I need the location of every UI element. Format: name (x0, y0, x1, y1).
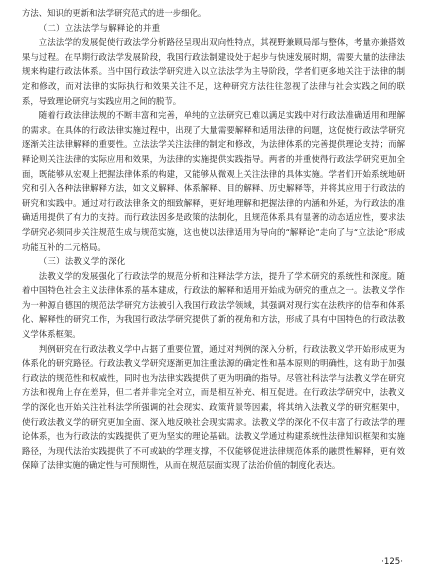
section-heading-3: （三）法教义学的深化 (38, 256, 126, 267)
page-number: ·125· (381, 557, 403, 567)
paragraph: 随着行政法律法规的不断丰富和完善，单纯的立法研究已难以满足实践中对行政法准确适用和理解的需求。在具体的行政法律实施过程中，出现了大量需要解释和适用法律的问题，这促使行政法学研究逐渐关注法律解释的重要性。立法法学关注法律的制定和修改，为法律体系的完善提供理论支持；而解释论则关注法律的实际应用和效果，为法律的实施提供实践指导。两者的并重使得行政法学研究更加全面，既能够从宏观上把握法律体系的构建，又能够从微观上关注法律的具体实施。学者们开始系统地研究和引入各种法律解释方法，如文义解释、体系解释、目的解释、历史解释等，并将其应用于行政法的研究和实践中。通过对行政法律条文的细致解释，更好地理解和把握法律的内涵和外延，为行政法的准确适用提供了有力的支持。而行政法因多是政策的法制化，且规范体系具有显著的动态适应性，要求法学研究必须同步关注规范生成与规范实施，这也使以法律适用为导向的“解释论”走向了与“立法论”形成功能互补的二元格局。 (22, 110, 405, 252)
paragraph: 立法法学的发展促使行政法学分析路径呈现出双向性特点，其视野兼顾局部与整体，考量亦兼搭效果与过程。在早期行政法学发展阶段，我国行政法制建设处于起步与快速发展时期，需要大量的法律法规来构建行政法体系。当中国行政法学研究进入以立法法学为主导阶段，学者们更多地关注于法律的制定和修改，而对法律的实际执行和效果关注不足，这种研究方法往往忽视了法律与社会实践之间的联系，导致理论研究与实践应用之间的脱节。 (22, 37, 405, 106)
paragraph-continuation: 方法、知识的更新和法学研究范式的进一步细化。 (22, 8, 207, 18)
section-heading-2: （二）立法法学与解释论的并重 (38, 22, 161, 33)
paragraph: 法教义学的发展强化了行政法学的规范分析和注释法学方法，提升了学术研究的系统性和深度。随着中国特色社会主义法律体系的基本建成，行政法的解释和适用开始成为研究的重点之一。法教义学作为一种源自德国的规范法学研究方法被引入我国行政法学领域，其强调对现行实在法秩序的信奉和体系化、解释性的研究工作，为我国行政法学研究提供了新的视角和方法，形成了具有中国特色的行政法教义学体系框架。 (22, 270, 405, 340)
paragraph: 判例研究在行政法教义学中占据了重要位置，通过对判例的深入分析，行政法教义学开始形成更为体系化的研究路径。行政法教义学研究逐渐更加注重法源的确定性和基本原则的明确性，这有助于加强行政法的规范性和权威性，同时也为法律实践提供了更为明确的指导。尽管社科法学与法教义学在研究方法和视角上存在差异，但二者并非完全对立，而是相互补充、相互促进。在行政法学研究中，法教义学的深化也开始关注社科法学所强调的社会现实、政策背景等因素，将其纳入法教义学的研究框架中，使行政法教义学的研究更加全面、深入地反映社会现实需求。法教义学的深化不仅丰富了行政法学的理论体系，也为行政法的实践提供了更为坚实的理论基础。法教义学通过构建系统性法律知识框架和实施路径，为现代法治实践提供了不可或缺的学理支撑，不仅能够促进法律规范体系的融贯性解释，更有效保障了法律实施的确定性与可预期性，从而在规范层面实现了法治价值的制度化表达。 (22, 343, 405, 471)
